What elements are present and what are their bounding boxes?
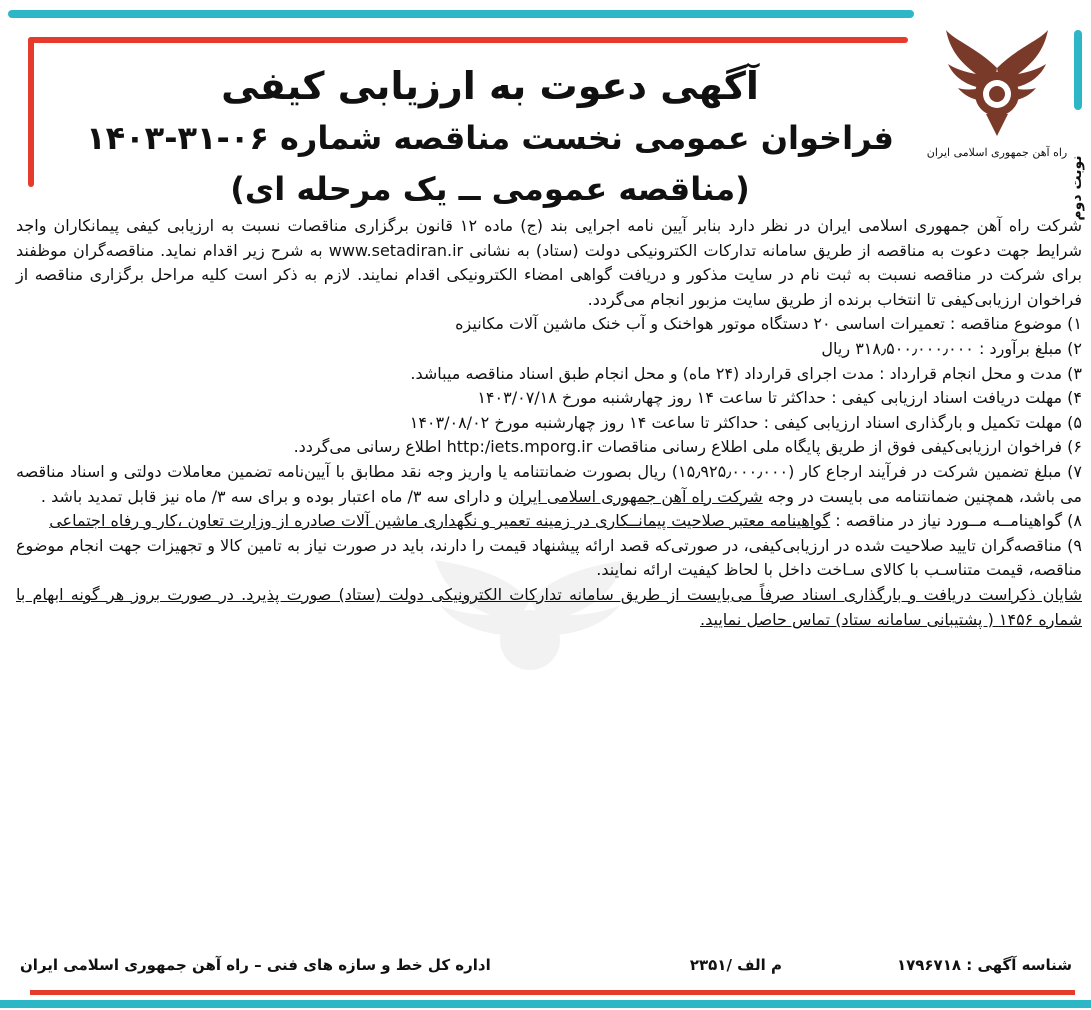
item-guarantee-text: ۷) مبلغ تضمین شرکت در فرآیند ارجاع کار (۱۵٫۹۲۵٫۰۰۰٫۰۰۰) ریال بصورت ضمانتنامه یا واریز وجه نقد مطابق با آیین‌نامه تضمین معاملات دولتی و اسناد مناقصه می باشد، همچنین ضمانتنامه می بایست در وجه: [16, 461, 1082, 506]
winged-wheel-logo-icon: [942, 28, 1052, 140]
item-estimate: ۲) مبلغ برآورد : ۳۱۸٫۵۰۰٫۰۰۰٫۰۰۰ ریال: [821, 338, 1082, 358]
ad-id: شناسه آگهی : ۱۷۹۶۷۱۸: [896, 956, 1072, 974]
item-certificate-label: ۸) گواهینامــه مــورد نیاز در مناقصه :: [835, 511, 1082, 531]
bottom-accent-bar: [0, 1000, 1091, 1008]
logo-caption: راه آهن جمهوری اسلامی ایران: [926, 146, 1068, 159]
tender-number-title: فراخوان عمومی نخست مناقصه شماره ۰۶-۳۱-۱۴۰۳: [86, 119, 894, 157]
top-accent-bar: [8, 10, 914, 18]
note-paragraph: شایان ذکراست دریافت و بارگذاری اسناد صرفاً می‌بایست از طریق سامانه تدارکات الکترونیکی دولت (ستاد) صورت پذیرد. در صورت بروز هر گونه ابهام با شماره ۱۴۵۶ ( پشتیبانی سامانه ستاد) تماس حاصل نمایید.: [16, 584, 1082, 629]
publication-round-label: نوبت دوم: [1069, 155, 1085, 221]
tender-type-title: (مناقصه عمومی ــ یک مرحله ای): [230, 170, 750, 208]
publisher-name: اداره کل خط و سازه های فنی – راه آهن جمهوری اسلامی ایران: [20, 956, 491, 974]
item-guarantee-validity: و دارای سه ۳/ ماه اعتبار بوده و برای سه ۳/ ماه نیز قابل تمدید باشد .: [40, 486, 503, 506]
item-announcement: ۶) فراخوان ارزیابی‌کیفی فوق از طریق پایگاه ملی اطلاع رسانی مناقصات http:/iets.mporg.ir اطلاع رسانی می‌گردد.: [293, 437, 1082, 457]
notice-body: [16, 214, 1082, 632]
item-upload-deadline: ۵) مهلت تکمیل و بارگذاری اسناد ارزیابی کیفی : حداکثر تا ساعت ۱۴ روز چهارشنبه مورخ ۱۴۰۳/۰۸/۰۲: [409, 412, 1082, 432]
frame-top-border: [28, 37, 908, 43]
item-receive-deadline: ۴) مهلت دریافت اسناد ارزیابی کیفی : حداکثر تا ساعت ۱۴ روز چهارشنبه مورخ ۱۴۰۳/۰۷/۱۸: [477, 388, 1082, 408]
item-pricing: ۹) مناقصه‌گران تایید صلاحیت شده در ارزیابی‌کیفی، در صورتی‌که قصد ارائه پیشنهاد قیمت را دارند، باید در صورت نیاز به تامین کالا و تجهیزات جهت انجام موضوع مناقصه، قیمت متناسـب با کالای سـاخت داخل با لحاظ کیفیت ارائه نمایند.: [16, 535, 1082, 580]
item-certificate: [16, 509, 1082, 534]
side-accent-bar: [1074, 30, 1082, 110]
notice-title: آگهی دعوت به ارزیابی کیفی: [221, 64, 759, 108]
item-guarantee: [16, 460, 1082, 509]
frame-left-border: [28, 37, 34, 187]
intro-paragraph: شرکت راه آهن جمهوری اسلامی ایران در نظر دارد بنابر آیین نامه اجرایی بند (ج) ماده ۱۲ قانون برگزاری مناقصات نسبت به ارزیابی کیفی پیمانکاران واجد شرایط جهت دعوت به مناقصه از طریق سامانه تدارکات الکترونیکی دولت (ستاد) به نشانی www.setadiran.ir به شرح زیر اقدام نماید. مناقصه‌گران موظفند برای شرکت در مناقصه نسبت به ثبت نام در سایت مذکور و دریافت گواهی امضاء الکترونیکی اقدام نمایند. لازم به ذکر است کلیه مراحل برگزاری مناقصه از فراخوان ارزیابی‌کیفی تا انتخاب برنده از طریق سایت مزبور انجام می‌گردد.: [16, 216, 1083, 309]
notice-header: [80, 60, 900, 214]
item-subject: ۱) موضوع مناقصه : تعمیرات اساسی ۲۰ دستگاه موتور هواخنک و آب خنک ماشین آلات مکانیزه: [455, 314, 1082, 334]
item-duration: ۳) مدت و محل انجام قرارداد : مدت اجرای قرارداد (۲۴ ماه) و محل انجام طبق اسناد مناقصه میباشد.: [410, 363, 1082, 383]
frame-bottom-border: [30, 990, 1075, 995]
railway-logo: [922, 28, 1072, 168]
item-guarantee-beneficiary: شرکت راه آهن جمهوری اسلامی ایران: [507, 486, 763, 506]
notice-footer: [20, 956, 1072, 982]
item-certificate-detail: گواهینامه معتبر صلاحیت پیمانــکاری در زمینه تعمیر و نگهداری ماشین آلات صادره از وزارت تعاون ،کار و رفاه اجتماعی: [49, 511, 831, 531]
reference-code: م الف /۲۳۵۱: [689, 956, 782, 974]
